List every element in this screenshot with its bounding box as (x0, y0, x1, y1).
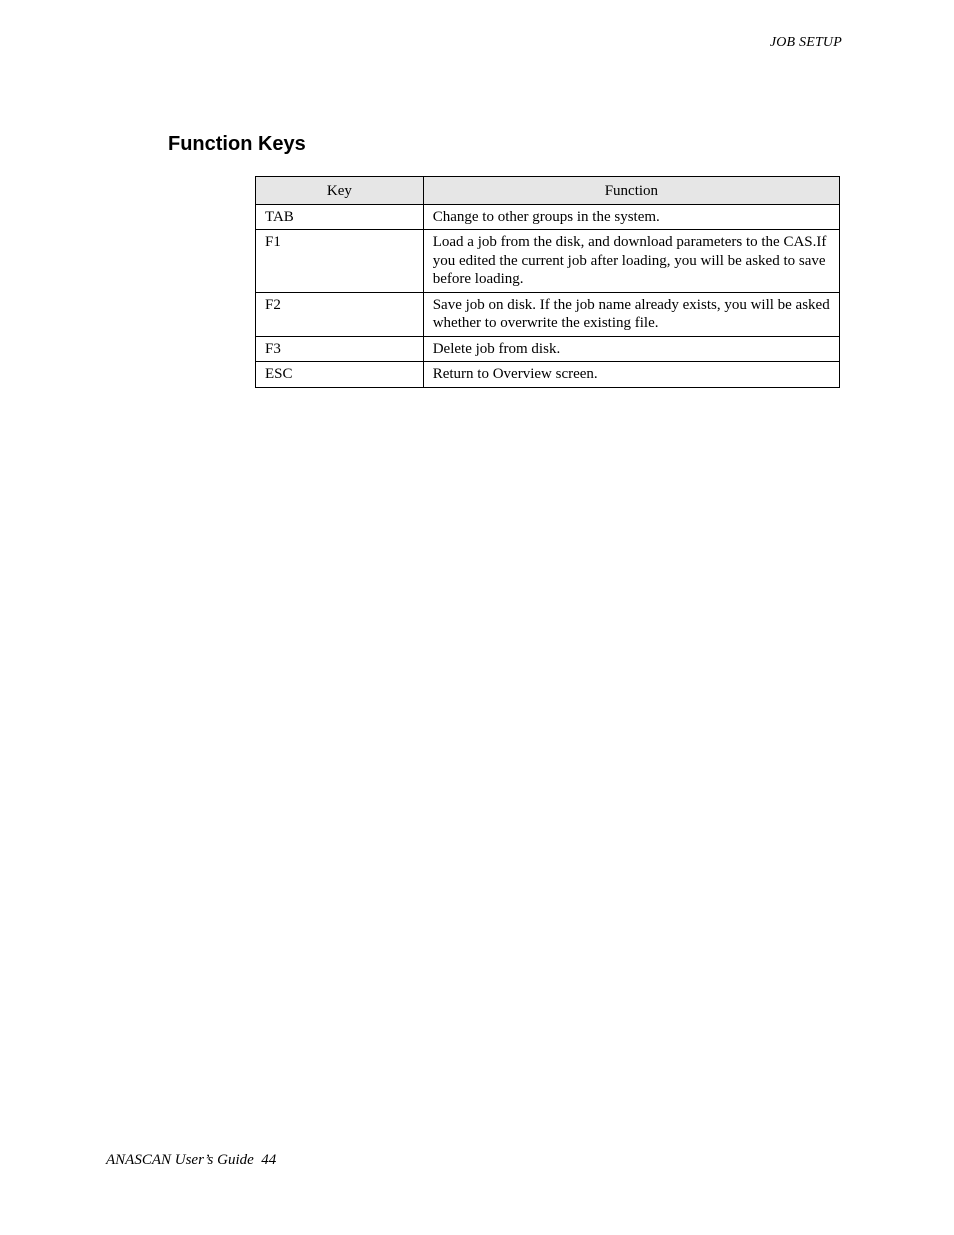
function-cell: Save job on disk. If the job name already exists, you will be asked whether to overwrite the existing file. (423, 292, 839, 336)
key-cell: F3 (256, 336, 424, 362)
page-number: 44 (261, 1152, 277, 1168)
column-header-key: Key (256, 177, 424, 205)
column-header-function: Function (423, 177, 839, 205)
function-cell: Delete job from disk. (423, 336, 839, 362)
function-cell: Change to other groups in the system. (423, 204, 839, 230)
key-cell: F2 (256, 292, 424, 336)
running-footer (106, 1152, 276, 1169)
running-header: JOB SETUP (769, 35, 842, 50)
table-header-row (256, 177, 840, 205)
function-keys-table (255, 176, 840, 388)
function-cell: Load a job from the disk, and download parameters to the CAS.If you edited the current job after loading, you will be asked to save before loading. (423, 230, 839, 293)
table-row (256, 230, 840, 293)
table-row (256, 362, 840, 388)
key-cell: TAB (256, 204, 424, 230)
key-cell: ESC (256, 362, 424, 388)
table-row (256, 336, 840, 362)
guide-title: ANASCAN User’s Guide (106, 1152, 254, 1168)
function-cell: Return to Overview screen. (423, 362, 839, 388)
table-row (256, 204, 840, 230)
key-cell: F1 (256, 230, 424, 293)
section-title: Function Keys (168, 133, 306, 155)
table-row (256, 292, 840, 336)
